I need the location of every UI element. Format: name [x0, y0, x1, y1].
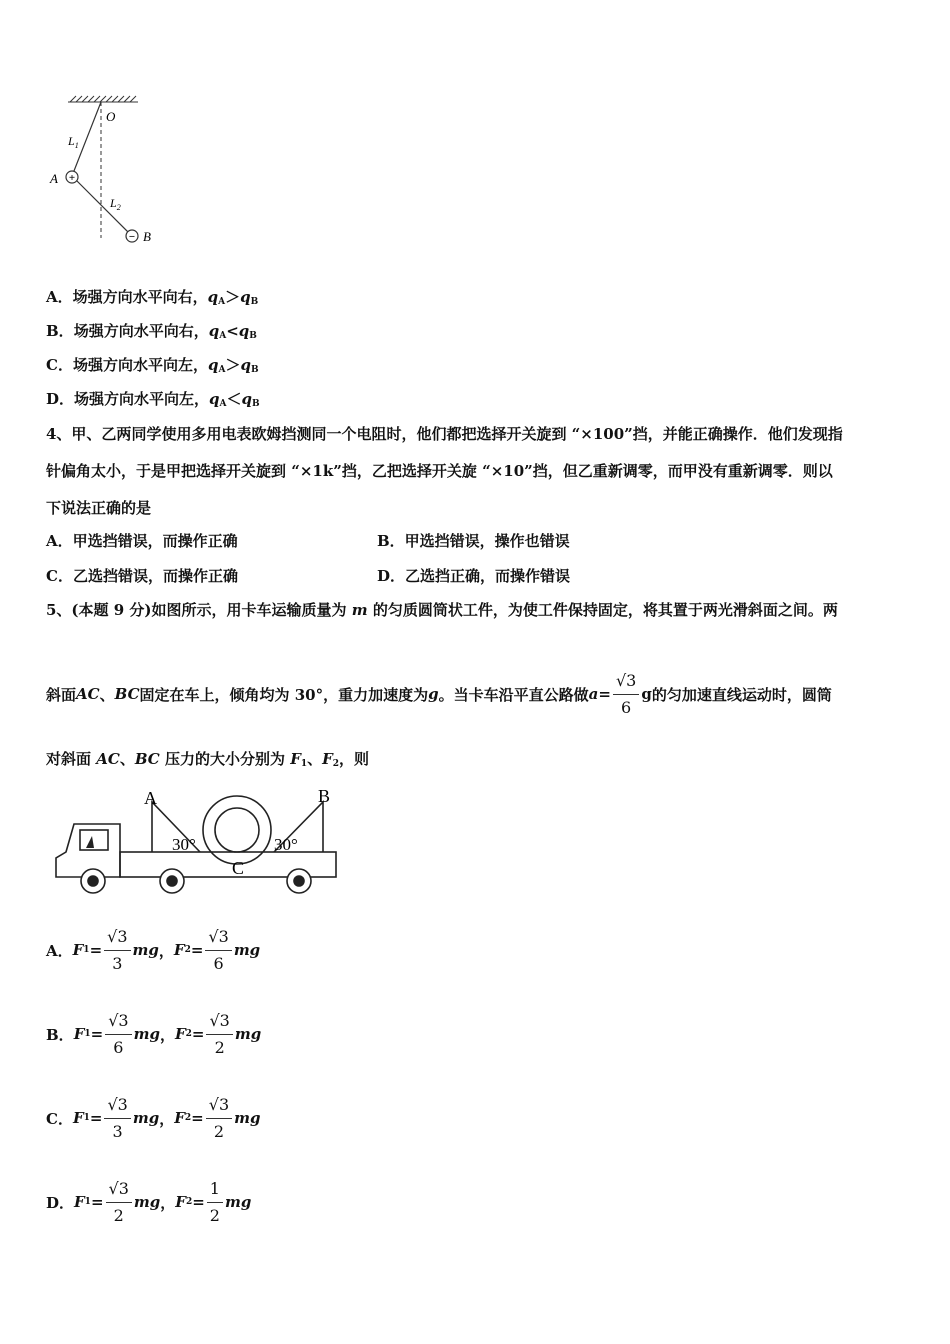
fraction-f1: $\frac{√3}{3}$ — [104, 927, 130, 974]
steering-wheel-icon — [86, 836, 94, 848]
label-O: O — [106, 109, 116, 124]
string-L1 — [72, 102, 101, 176]
q5-option-d: D． F 1 = $\frac{√3}{2}$ mg ， F 2 = $\frac{1}{2}$ mg — [46, 1178, 252, 1225]
fraction-f2: $\frac{√3}{2}$ — [206, 1095, 232, 1142]
q4-option-b: B．甲选挡错误，操作也错误 — [377, 532, 570, 550]
angle-right: 30° — [274, 835, 298, 854]
label-L2: $L_2$ — [110, 196, 121, 212]
truck-label-A: A — [144, 788, 157, 808]
charge-B-sign: − — [128, 231, 136, 243]
fraction-f1: $\frac{√3}{2}$ — [106, 1179, 132, 1226]
charge-A-sign: + — [68, 172, 76, 184]
fraction-f2: $\frac{1}{2}$ — [207, 1179, 223, 1226]
q4-option-a: A．甲选挡错误，而操作正确 — [46, 532, 238, 550]
q4-line-2: 针偏角太小，于是甲把选择开关旋到 “×1k”挡，乙把选择开关旋 “×10”挡，但乙重新调零，而甲没有重新调零．则以 — [46, 462, 833, 480]
q4-line-3: 下说法正确的是 — [46, 499, 152, 517]
q5-option-a: A． F 1 = $\frac{√3}{3}$ mg ， F 2 = $\frac{√3}{6}$ mg — [46, 926, 261, 973]
q5-option-c: C． F 1 = $\frac{√3}{3}$ mg ， F 2 = $\frac{√3}{2}$ mg — [46, 1094, 261, 1141]
truck-label-C: C — [232, 858, 245, 878]
angle-left: 30° — [172, 835, 196, 854]
label-B: B — [143, 229, 151, 244]
string-L2 — [72, 176, 131, 235]
q3-option-d: D．场强方向水平向左，$q_A<q_B$ — [46, 390, 260, 409]
q4-option-d: D．乙选挡正确，而操作错误 — [377, 567, 571, 585]
fraction-f1: $\frac{√3}{3}$ — [104, 1095, 130, 1142]
fraction-f2: $\frac{√3}{2}$ — [206, 1011, 232, 1058]
cylinder-inner — [215, 808, 259, 852]
q4-option-c: C．乙选挡错误，而操作正确 — [46, 567, 238, 585]
q5-line-2: 斜面 AC 、 BC 固定在车上，倾角均为 30°，重力加速度为 g 。当卡车沿平直公路做 a= $\frac{√3}{6}$ g 的匀加速直线运动时，圆筒 — [46, 670, 832, 717]
fraction-sqrt3-over-6: $\frac{√3}{6}$ — [613, 671, 639, 718]
wheels — [81, 869, 311, 893]
ceiling-hatch — [68, 96, 138, 102]
q5-line-1: 5、(本题 9 分)如图所示，用卡车运输质量为 m 的匀质圆筒状工件，为使工件保持固定，将其置于两光滑斜面之间。两 — [46, 601, 838, 619]
label-L1: $L_1$ — [68, 134, 79, 150]
q3-option-a: A．场强方向水平向右，$q_A>q_B$ — [46, 288, 259, 307]
q3-option-b: B．场强方向水平向右，$q_A<q_B$ — [46, 322, 257, 341]
cab-window — [80, 830, 108, 850]
label-A: A — [50, 171, 58, 186]
truck-label-B: B — [318, 786, 331, 806]
q4-line-1: 4、甲、乙两同学使用多用电表欧姆挡测同一个电阻时，他们都把选择开关旋到 “×100”挡，并能正确操作．他们发现指 — [46, 425, 843, 443]
q5-option-b: B． F 1 = $\frac{√3}{6}$ mg ， F 2 = $\frac{√3}{2}$ mg — [46, 1010, 262, 1057]
pendulum-figure — [40, 90, 170, 250]
q3-option-c: C．场强方向水平向左，$q_A>q_B$ — [46, 356, 259, 375]
fraction-f2: $\frac{√3}{6}$ — [205, 927, 231, 974]
fraction-f1: $\frac{√3}{6}$ — [105, 1011, 131, 1058]
truck-figure — [48, 780, 348, 900]
cylinder-outer — [203, 796, 271, 864]
q5-line-3: 对斜面 AC、BC 压力的大小分别为 $F_1$、$F_2$，则 — [46, 750, 370, 769]
